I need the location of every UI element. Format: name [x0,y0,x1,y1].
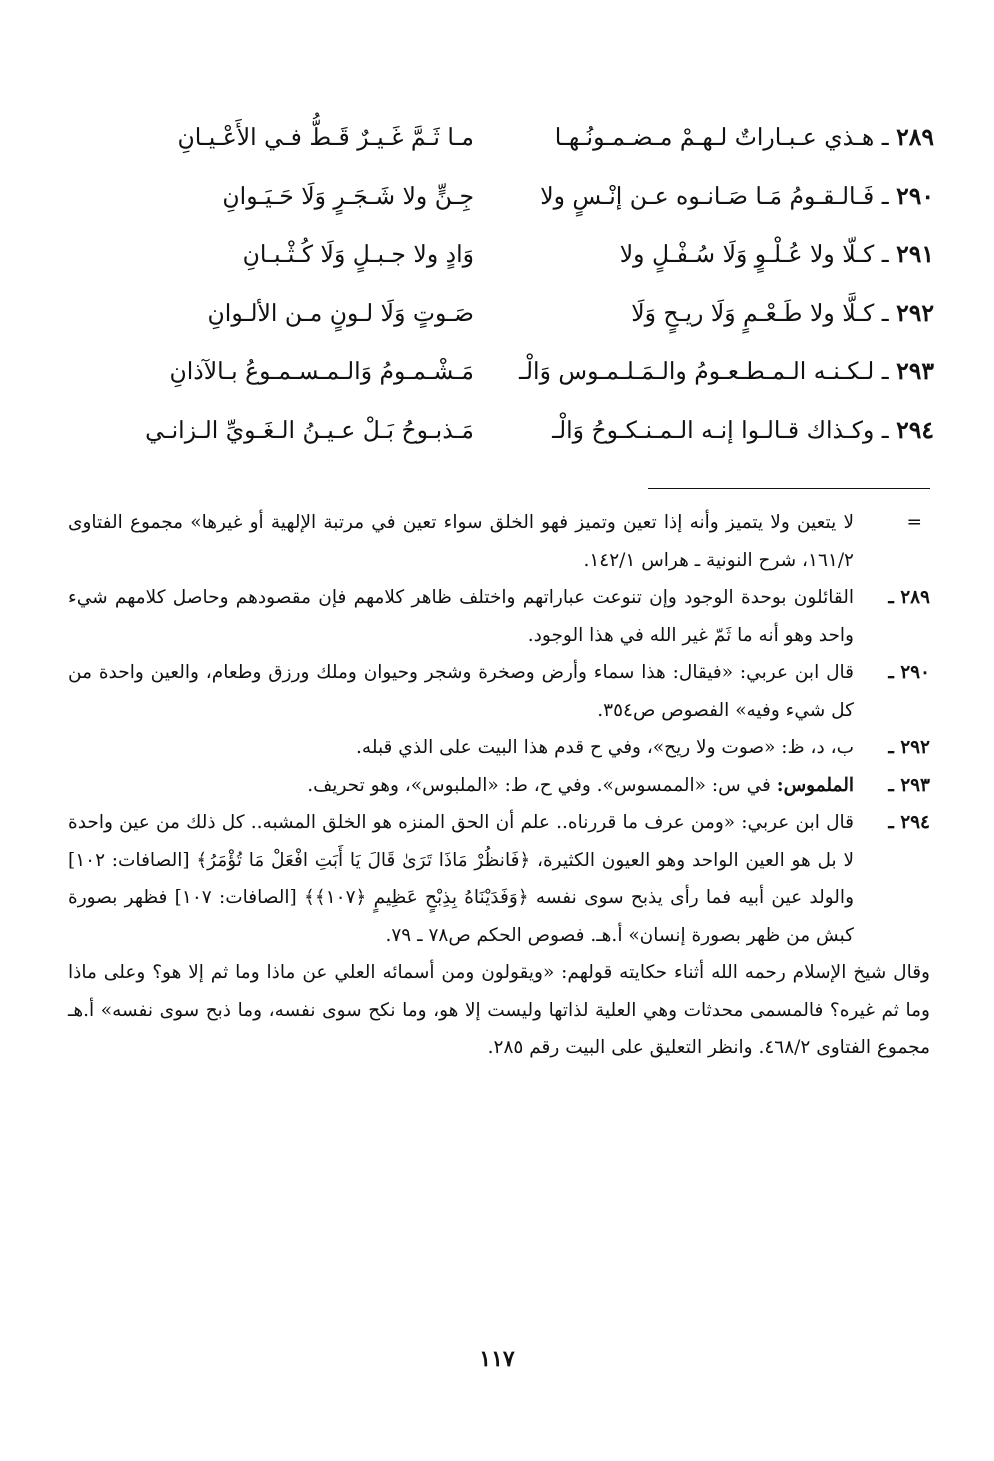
footnote-294 [68,804,930,954]
second-hemistich: مَـشْـمـومُ وَالـمـسـمـوعُ بـالآذانِ [169,357,474,386]
footnote-293 [68,767,930,805]
footnote-text: قال ابن عربي: «فيقال: هذا سماء وأرض وصخرة وشجر وحيوان وملك ورزق وطعام، والعين واحدة من كل شيء وفيه» الفصوص ص٣٥٤. [68,662,854,721]
footnote-text: في س: «الممسوس». وفي ح، ط: «الملبوس»، وهو تحريف. [307,774,771,796]
hemistich-text: وكـذاك قـالـوا إنـه الـمـنـكـوحُ وَالْـ [552,415,875,444]
hemistich-text: لـكـنـه الـمـطـعـومُ والـمَـلـمـوس وَالْـ [519,357,875,386]
verse-293 [54,342,934,401]
second-hemistich: جِـنٍّ ولا شَـجَـرٍ وَلَا حَـيَـوانِ [222,181,474,210]
verse-number: ٢٩١ [896,240,934,269]
footnote-text: قال ابن عربي: «ومن عرف ما قررناه.. علم أن الحق المنزه هو الخلق المشبه.. كل ذلك من عين واحدة لا بل هو العين الواحد وهو العيون الكثيرة، ﴿فَانظُرْ مَاذَا تَرَىٰ قَالَ يَا أَبَتِ افْعَلْ مَا تُؤْمَرُ﴾ [الصافات: ١٠٢] والولد عين أبيه فما رأى يذبح سوى نفسه ﴿وَفَدَيْنَاهُ بِذِبْحٍ عَظِيمٍ ﴿١٠٧﴾﴾ [الصافات: ١٠٧] فظهر بصورة كبش من ظهر بصورة إنسان» أ.هـ. فصوص الحكم ص٧٨ ـ ٧٩. [68,812,855,946]
footnote-number: ٢٩٣ ـ [888,774,930,796]
footnote-number: ٢٩٠ ـ [888,662,930,683]
verse-290 [54,167,934,226]
first-hemistich: ٢٩٤ ـ وكـذاك قـالـوا إنـه الـمـنـكـوحُ وَالْـ [552,415,934,444]
footnote-divider [648,488,930,489]
second-hemistich: صَـوتٍ وَلَا لـونٍ مـن الألـوانِ [207,298,474,327]
verse-number: ٢٩٢ [896,298,934,327]
footnote-290 [68,654,930,729]
first-hemistich: ٢٩٣ ـ لـكـنـه الـمـطـعـومُ والـمَـلـمـوس وَالْـ [519,357,934,386]
hemistich-text: هـذي عـبـاراتٌ لـهـمْ مـضـمـونُـهـا [554,123,875,152]
first-hemistich: ٢٨٩ ـ هـذي عـبـاراتٌ لـهـمْ مـضـمـونُـهـا [554,123,934,152]
poem-verses [54,108,934,459]
verse-number: ٢٩٠ [896,181,934,210]
footnote-text: القائلون بوحدة الوجود وإن تنوعت عباراتهم واختلف ظاهر كلامهم فإن مقصودهم وحاصل كلامهم شيء واحد وهو أنه ما ثَمّ غير الله في هذا الوجود. [68,587,854,646]
verse-number: ٢٩٣ [896,357,934,386]
continuation-mark: = [906,512,922,533]
footnotes [68,504,930,1067]
footnote-number: ٢٩٤ ـ [888,812,930,833]
second-hemistich: وَادٍ ولا جـبـلٍ وَلَا كُـثْـبـانِ [242,240,474,269]
hemistich-text: فَـالـقـومُ مَـا صَـانـوه عـن إنْـسٍ ولا [540,181,875,210]
hemistich-text: كـلّا ولا عُـلْـوٍ وَلَا سُـفْـلٍ ولا [619,240,875,269]
second-hemistich: مَـذبـوحُ بَـلْ عـيـنُ الـغَـويِّ الـزانـي [145,415,474,444]
footnote-number: ٢٩٢ ـ [888,737,930,758]
footnote-keyword: الملموس: [776,774,854,796]
page-number: ١١٧ [479,1346,515,1372]
verse-number: ٢٨٩ [896,123,934,152]
first-hemistich: ٢٩٢ ـ كـلَّا ولا طَـعْـمٍ وَلَا ريـحٍ وَلَا [631,298,934,327]
verse-291 [54,225,934,284]
hemistich-text: كـلَّا ولا طَـعْـمٍ وَلَا ريـحٍ وَلَا [631,298,875,327]
verse-294 [54,401,934,460]
first-hemistich: ٢٩١ ـ كـلّا ولا عُـلْـوٍ وَلَا سُـفْـلٍ ولا [619,240,934,269]
footnote-289 [68,579,930,654]
footnote-continuation [68,504,930,579]
footnote-text: لا يتعين ولا يتميز وأنه إذا تعين وتميز فهو الخلق سواء تعين في مرتبة الإلهية أو غيرها» مجموع الفتاوى ١٦١/٢، شرح النونية ـ هراس ١٤٢/١. [68,512,854,571]
second-hemistich: مـا ثَـمَّ غَـيـرٌ قَـطُّ فـي الأَعْـيـانِ [177,123,474,152]
verse-number: ٢٩٤ [896,415,934,444]
footnote-closing-paragraph: وقال شيخ الإسلام رحمه الله أثناء حكايته قولهم: «ويقولون ومن أسمائه العلي عن ماذا وما ثم إلا هو؟ وعلى ماذا وما ثم غيره؟ فالمسمى محدثات وهي العلية لذاتها وليست إلا هو، وما نكح سوى نفسه، وما ذبح سوى نفسه» أ.هـ مجموع الفتاوى ٤٦٨/٢. وانظر التعليق على البيت رقم ٢٨٥. [68,962,930,1058]
verse-292 [54,284,934,343]
first-hemistich: ٢٩٠ ـ فَـالـقـومُ مَـا صَـانـوه عـن إنْـسٍ ولا [540,181,934,210]
footnote-292 [68,729,930,767]
verse-289 [54,108,934,167]
footnote-number: ٢٨٩ ـ [888,587,930,608]
footnote-text: ب، د، ظ: «صوت ولا ريح»، وفي ح قدم هذا البيت على الذي قبله. [356,737,854,758]
